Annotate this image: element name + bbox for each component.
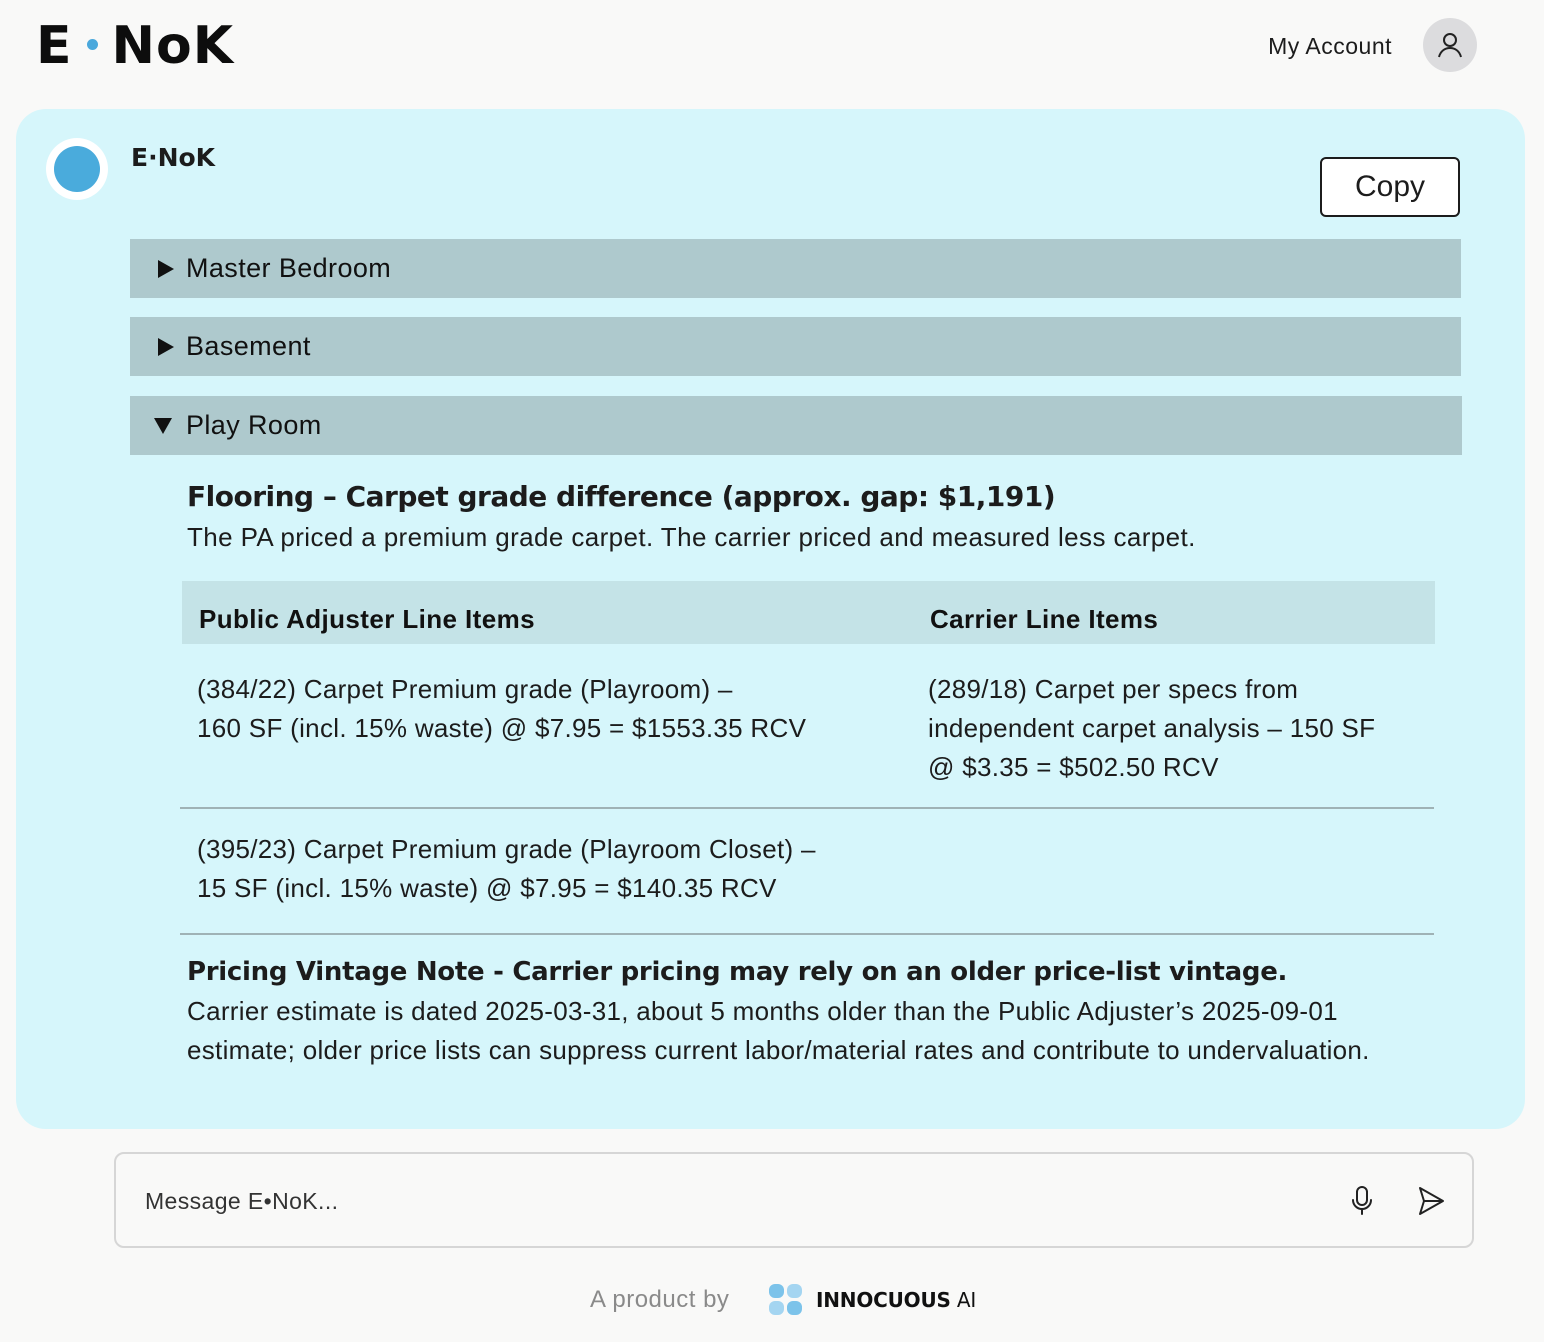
send-button[interactable] <box>1413 1182 1449 1220</box>
send-icon <box>1417 1186 1445 1216</box>
message-composer <box>114 1152 1474 1248</box>
collapse-triangle-icon <box>154 418 172 434</box>
table-cell-pa-2: (395/23) Carpet Premium grade (Playroom Closet) – 15 SF (incl. 15% waste) @ $7.95 = $140.35 RCV <box>197 834 816 903</box>
copy-button[interactable]: Copy <box>1320 157 1460 217</box>
microphone-button[interactable] <box>1346 1182 1378 1220</box>
clover-logo-icon <box>768 1283 804 1317</box>
section-label: Basement <box>186 331 311 361</box>
expand-triangle-icon <box>158 260 174 278</box>
expand-triangle-icon <box>158 338 174 356</box>
pricing-note-body: Carrier estimate is dated 2025-03-31, about 5 months older than the Public Adjuster’s 2025-09-01 estimate; older price lists can suppress current labor/material rates and contribute to undervaluation. <box>187 996 1370 1065</box>
section-label: Play Room <box>186 410 322 440</box>
table-cell-carrier-1: (289/18) Carpet per specs from independent carpet analysis – 150 SF @ $3.35 = $502.50 RCV <box>928 674 1376 782</box>
finding-description: The PA priced a premium grade carpet. The carrier priced and measured less carpet. <box>187 522 1196 552</box>
logo-dot <box>87 39 98 50</box>
column-header-carrier: Carrier Line Items <box>930 604 1159 634</box>
table-row-divider <box>180 933 1434 935</box>
assistant-message <box>16 109 1525 1129</box>
column-header-pa: Public Adjuster Line Items <box>199 604 535 634</box>
footer-prefix: A product by <box>590 1286 730 1313</box>
table-row-divider <box>180 807 1434 809</box>
innocuous-ai-logo[interactable] <box>768 1283 976 1317</box>
section-play-room[interactable] <box>130 396 1462 455</box>
logo-text-left: E <box>36 16 73 76</box>
footer-brand-text: INNOCUOUS AI <box>816 1288 977 1312</box>
finding-title: Flooring – Carpet grade difference (approx. gap: $1,191) <box>187 480 1056 513</box>
section-label: Master Bedroom <box>186 253 392 283</box>
microphone-icon <box>1350 1185 1374 1217</box>
table-cell-pa-1: (384/22) Carpet Premium grade (Playroom) – 160 SF (incl. 15% waste) @ $7.95 = $1553.35 RCV <box>197 674 807 743</box>
assistant-avatar <box>46 138 108 200</box>
app-logo[interactable] <box>36 18 234 74</box>
section-basement[interactable] <box>130 317 1461 376</box>
user-avatar-button[interactable] <box>1423 18 1477 72</box>
message-input[interactable] <box>145 1184 1295 1218</box>
my-account-link[interactable]: My Account <box>1268 33 1392 59</box>
section-master-bedroom[interactable] <box>130 239 1461 298</box>
comparison-table-header <box>182 581 1435 644</box>
logo-text-right: NoK <box>111 16 235 76</box>
assistant-name: E·NoK <box>131 143 216 172</box>
user-icon <box>1436 31 1464 59</box>
pricing-note-title: Pricing Vintage Note - Carrier pricing may rely on an older price-list vintage. <box>187 957 1288 987</box>
